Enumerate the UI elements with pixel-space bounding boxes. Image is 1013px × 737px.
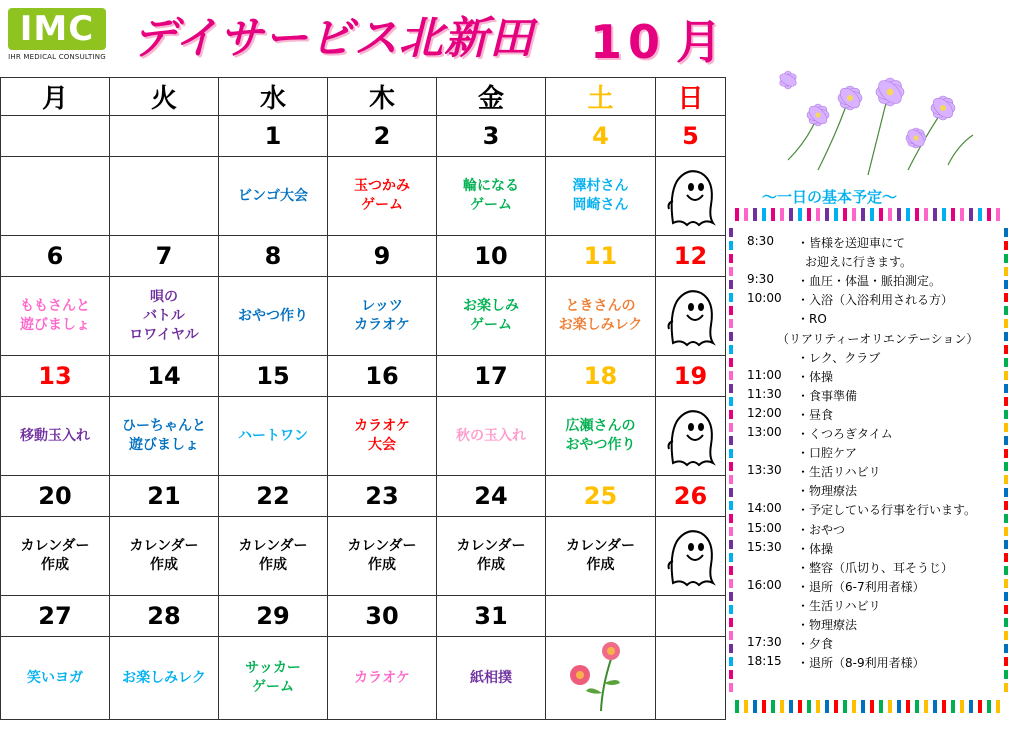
event-cell: カレンダー 作成: [437, 517, 546, 596]
ghost-icon: [656, 157, 726, 236]
date-cell: 23: [328, 476, 437, 517]
event-cell: [110, 157, 219, 236]
schedule-time: 15:00: [747, 520, 782, 535]
date-cell: [656, 596, 726, 637]
schedule-item: ・体操: [797, 541, 834, 556]
date-cell: 21: [110, 476, 219, 517]
event-row: [1, 397, 726, 476]
event-cell: ハートワン: [219, 397, 328, 476]
event-cell: お楽しみ ゲーム: [437, 277, 546, 356]
schedule-item: ・おやつ: [797, 522, 846, 537]
event-cell: おやつ作り: [219, 277, 328, 356]
schedule-item: ・生活リハビリ: [797, 465, 881, 480]
date-cell: 14: [110, 356, 219, 397]
event-cell: カラオケ 大会: [328, 397, 437, 476]
event-cell: ひーちゃんと 遊びましょ: [110, 397, 219, 476]
date-cell: 10: [437, 236, 546, 277]
date-cell: 13: [1, 356, 110, 397]
event-cell: カラオケ: [328, 637, 437, 720]
schedule-item: ・くつろぎタイム: [797, 427, 893, 441]
schedule-time: 8:30: [747, 234, 774, 248]
schedule-item: ・RO: [797, 312, 827, 327]
ghost-icon: [656, 517, 726, 596]
schedule-time: 11:30: [747, 386, 782, 401]
event-cell: 玉つかみ ゲーム: [328, 157, 437, 236]
date-cell: 7: [110, 236, 219, 277]
weekday-header: 金: [437, 78, 546, 116]
schedule-item: ・予定している行事を行います。: [797, 503, 977, 518]
date-cell: 20: [1, 476, 110, 517]
schedule-item: ・物理療法: [797, 484, 858, 499]
event-cell: 紙相撲: [437, 637, 546, 720]
schedule-item: ・整容（爪切り、耳そうじ）: [797, 560, 954, 575]
schedule-item: ・夕食: [797, 637, 834, 652]
schedule-time: 17:30: [747, 635, 782, 650]
logo-mark: IMC: [8, 8, 106, 50]
schedule-item: ・体操: [797, 369, 834, 384]
page-title: デイサービス北新田: [132, 13, 534, 64]
weekday-header: 火: [110, 78, 219, 116]
date-cell: 31: [437, 596, 546, 637]
schedule-item: ・皆様を送迎車にて: [797, 236, 906, 250]
date-cell: 30: [328, 596, 437, 637]
date-cell: 4: [546, 116, 656, 157]
event-cell: 移動玉入れ: [1, 397, 110, 476]
schedule-item: ・血圧・体温・脈拍測定。: [797, 274, 942, 289]
schedule-time: 13:00: [747, 425, 782, 439]
date-cell: 12: [656, 236, 726, 277]
date-row: [1, 116, 726, 157]
calendar-table: [0, 77, 726, 720]
flower-icon: [546, 637, 656, 720]
event-cell: 笑いヨガ: [1, 637, 110, 720]
event-cell: ビンゴ大会: [219, 157, 328, 236]
date-cell: 24: [437, 476, 546, 517]
date-cell: 17: [437, 356, 546, 397]
schedule-time: 9:30: [747, 272, 774, 287]
date-cell: 6: [1, 236, 110, 277]
event-cell: 秋の玉入れ: [437, 397, 546, 476]
date-cell: 28: [110, 596, 219, 637]
date-cell: [546, 596, 656, 637]
event-cell: カレンダー 作成: [546, 517, 656, 596]
weekday-header: 月: [1, 78, 110, 116]
date-cell: 15: [219, 356, 328, 397]
weekday-header: 土: [546, 78, 656, 116]
date-row: [1, 236, 726, 277]
event-cell: カレンダー 作成: [219, 517, 328, 596]
event-cell: カレンダー 作成: [110, 517, 219, 596]
date-row: [1, 356, 726, 397]
event-cell: [1, 157, 110, 236]
date-row: [1, 596, 726, 637]
event-cell: 輪になる ゲーム: [437, 157, 546, 236]
schedule-time: 10:00: [747, 291, 782, 306]
logo-subtitle: IHR MEDICAL CONSULTING: [8, 53, 106, 61]
schedule-item: （リアリティーオリエンテーション）: [777, 331, 979, 346]
schedule-time: 12:00: [747, 405, 782, 420]
date-cell: [110, 116, 219, 157]
schedule-box: [729, 208, 1010, 714]
date-cell: 3: [437, 116, 546, 157]
event-cell: ときさんの お楽しみレク: [546, 277, 656, 356]
schedule-list: [743, 230, 995, 700]
event-row: [1, 517, 726, 596]
logo: [2, 6, 110, 66]
ghost-icon: [656, 277, 726, 356]
weekday-header: 木: [328, 78, 437, 116]
event-cell: 澤村さん 岡崎さん: [546, 157, 656, 236]
event-cell: サッカー ゲーム: [219, 637, 328, 720]
date-cell: 25: [546, 476, 656, 517]
cosmos-flowers-illustration: [758, 40, 988, 180]
date-row: [1, 476, 726, 517]
event-cell: お楽しみレク: [110, 637, 219, 720]
date-cell: 11: [546, 236, 656, 277]
ghost-icon: [656, 397, 726, 476]
schedule-item: ・生活リハビリ: [797, 598, 881, 613]
event-cell: 広瀬さんの おやつ作り: [546, 397, 656, 476]
schedule-item: ・食事準備: [797, 388, 858, 403]
month-heading: [590, 6, 728, 72]
schedule-item: ・レク、クラブ: [797, 350, 881, 365]
schedule-item: ・退所（8-9利用者様）: [797, 656, 925, 671]
date-cell: 19: [656, 356, 726, 397]
schedule-time: 16:00: [747, 577, 782, 592]
schedule-time: 15:30: [747, 539, 782, 554]
date-cell: 16: [328, 356, 437, 397]
event-cell: 唄の バトル ロワイヤル: [110, 277, 219, 356]
schedule-item: ・入浴（入浴利用される方）: [797, 293, 954, 308]
schedule-time: 11:00: [747, 367, 782, 382]
date-cell: 29: [219, 596, 328, 637]
date-cell: 8: [219, 236, 328, 277]
schedule-item: ・物理療法: [797, 618, 858, 632]
schedule-item: ・退所（6-7利用者様）: [797, 579, 925, 594]
event-row: [1, 157, 726, 236]
event-row: [1, 637, 726, 720]
month-number: 10: [590, 15, 667, 69]
schedule-item: ・口腔ケア: [797, 446, 858, 461]
schedule-time: 13:30: [747, 463, 782, 478]
schedule-time: 14:00: [747, 501, 782, 516]
event-cell: カレンダー 作成: [328, 517, 437, 596]
weekday-header-row: [1, 78, 726, 116]
date-cell: 9: [328, 236, 437, 277]
date-cell: 27: [1, 596, 110, 637]
date-cell: [1, 116, 110, 157]
event-cell: ももさんと 遊びましょ: [1, 277, 110, 356]
schedule-item: お迎えに行きます。: [805, 255, 913, 270]
event-cell: レッツ カラオケ: [328, 277, 437, 356]
date-cell: 22: [219, 476, 328, 517]
date-cell: 5: [656, 116, 726, 157]
weekday-header: 日: [656, 78, 726, 116]
schedule-item: ・昼食: [797, 407, 834, 422]
date-cell: 2: [328, 116, 437, 157]
month-unit: 月: [676, 15, 729, 69]
date-cell: 1: [219, 116, 328, 157]
event-cell: [656, 637, 726, 720]
date-cell: 26: [656, 476, 726, 517]
schedule-time: 18:15: [747, 654, 782, 669]
event-row: [1, 277, 726, 356]
weekday-header: 水: [219, 78, 328, 116]
schedule-heading: ～一日の基本予定～: [762, 188, 898, 206]
event-cell: カレンダー 作成: [1, 517, 110, 596]
date-cell: 18: [546, 356, 656, 397]
